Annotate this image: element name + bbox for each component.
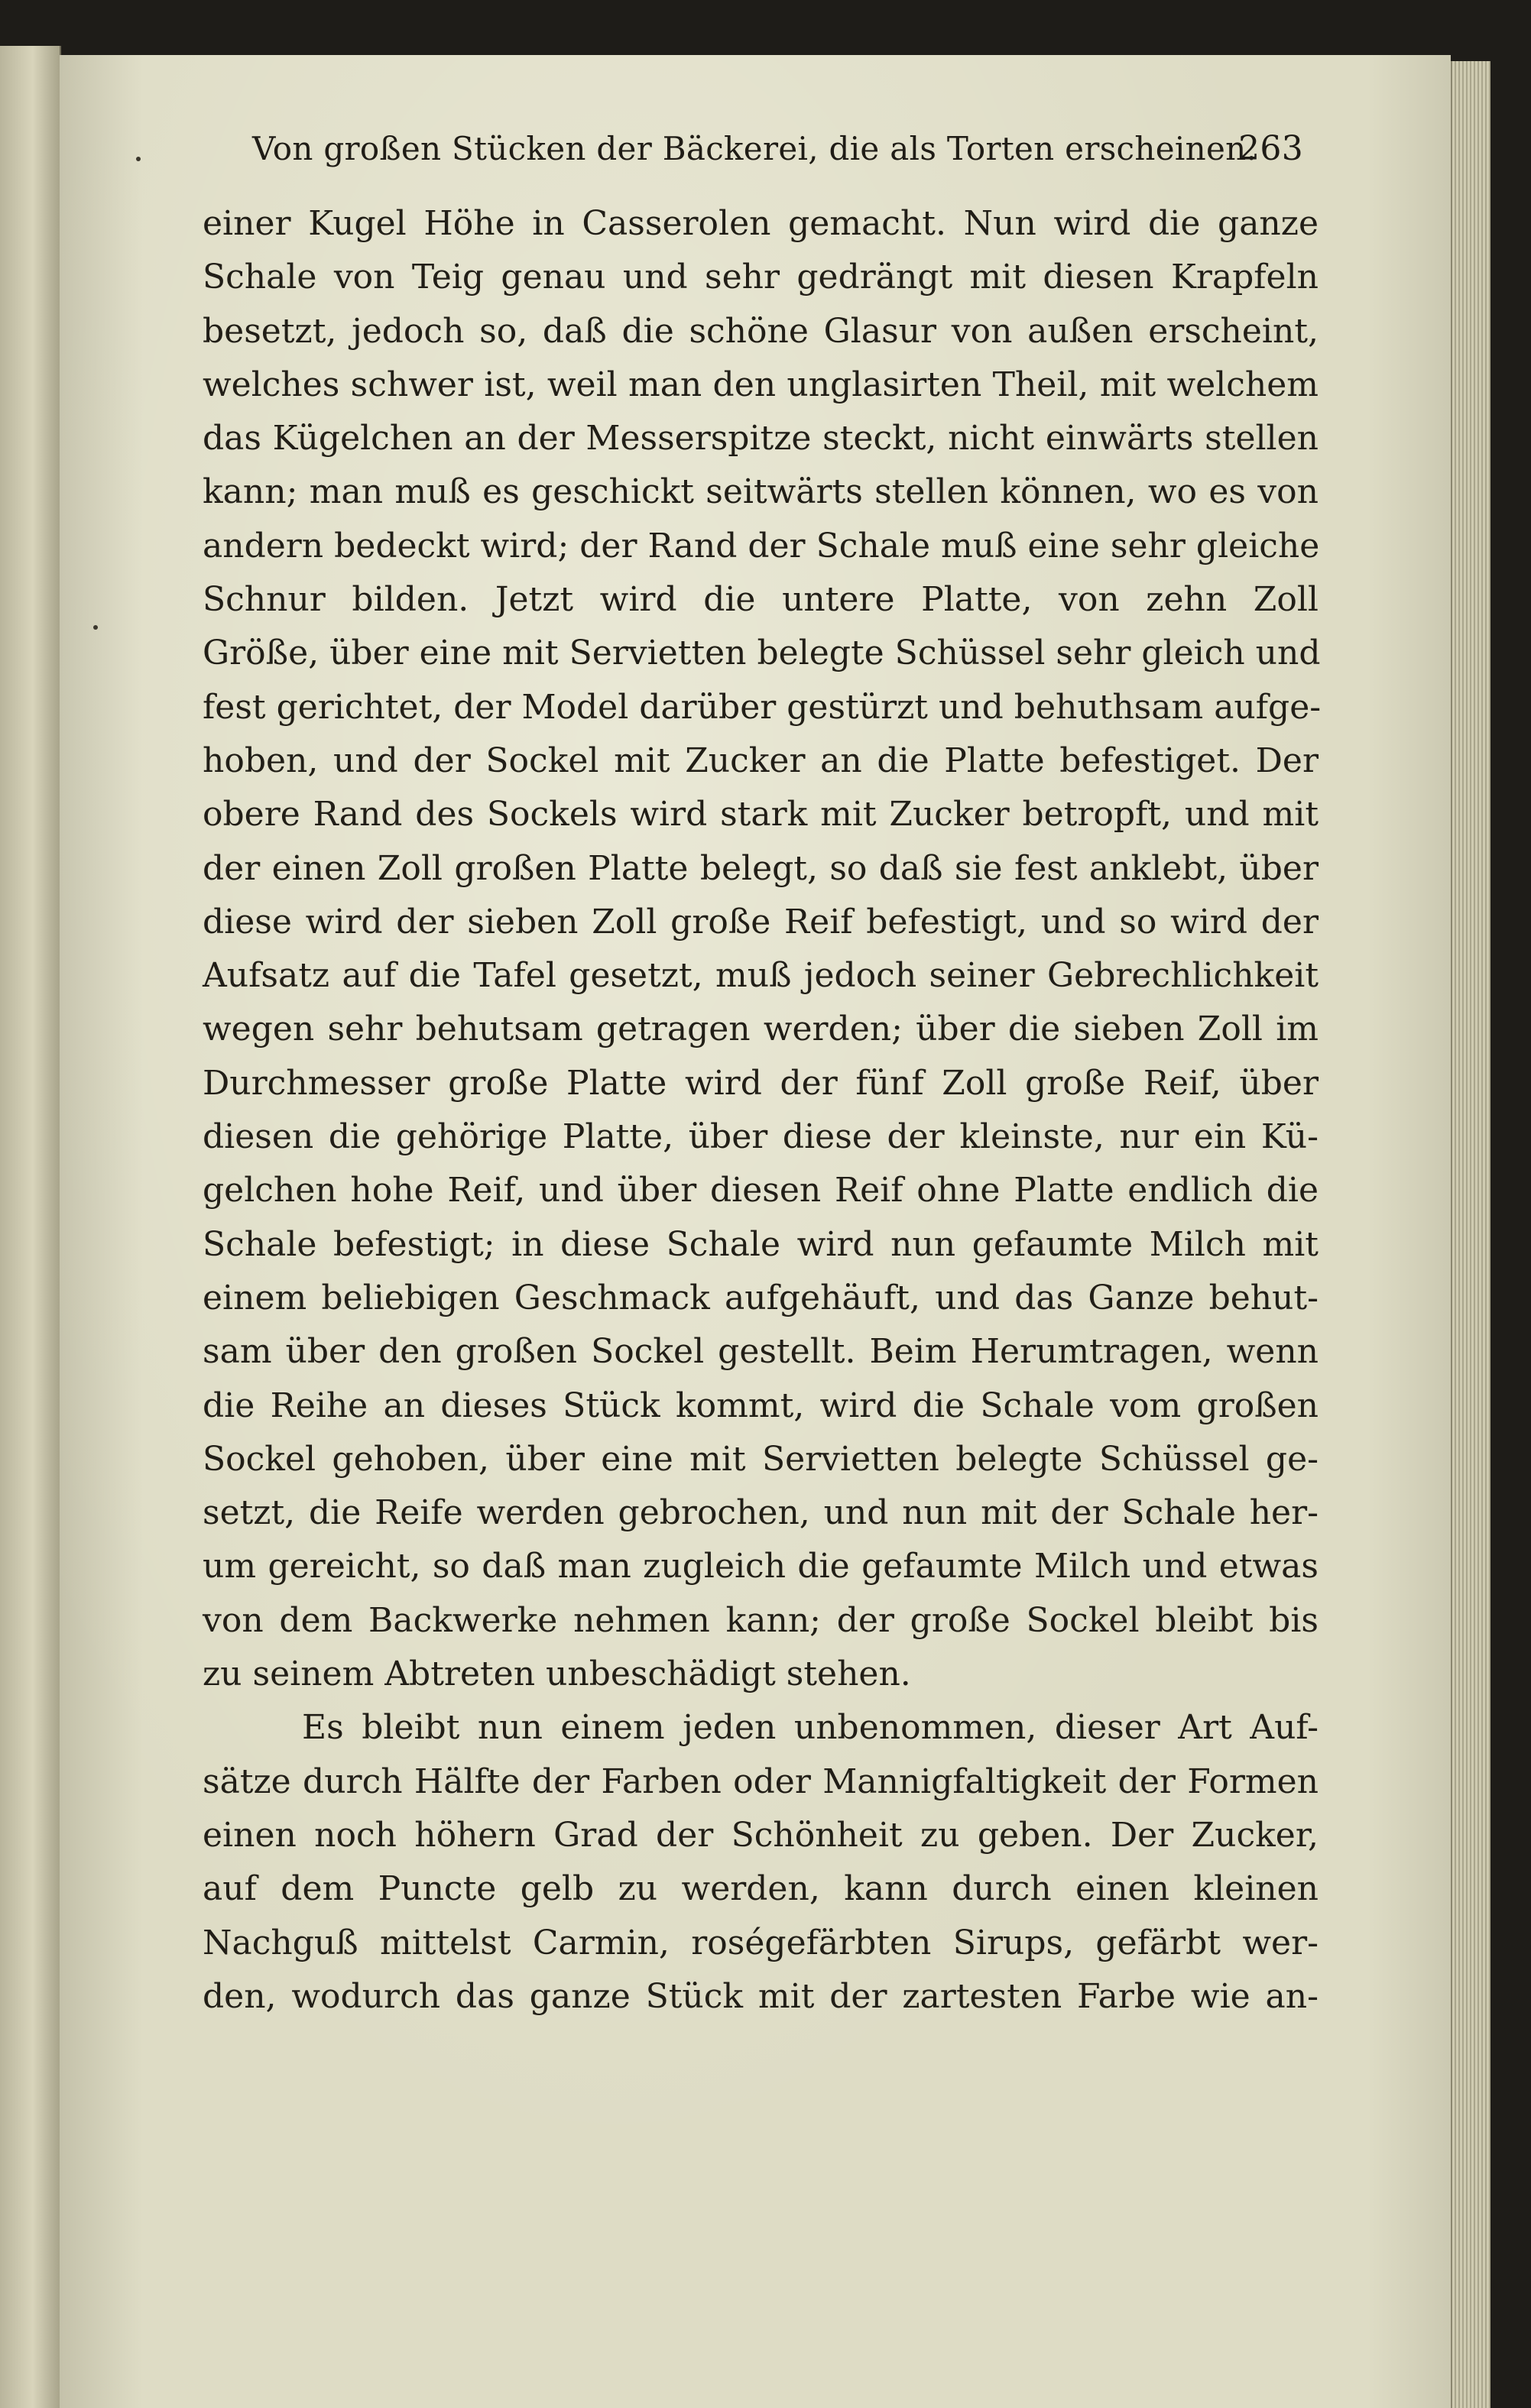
- body-text: [203, 197, 1322, 2024]
- text-line: einer Kugel Höhe in Casserolen gemacht. Nun wird die ganze: [203, 204, 1319, 243]
- stray-mark: [93, 625, 98, 630]
- text-line: diese wird der sieben Zoll große Reif befestigt, und so wird der: [203, 902, 1319, 941]
- text-line: besetzt, jedoch so, daß die schöne Glasur von außen erscheint,: [203, 311, 1319, 351]
- text-line: Schnur bilden. Jetzt wird die untere Platte, von zehn Zoll: [203, 580, 1319, 620]
- text-line: Durchmesser große Platte wird der fünf Zoll große Reif, über: [203, 1063, 1319, 1103]
- page-stack-edge: [1451, 61, 1490, 2408]
- text-line: welches schwer ist, weil man den unglasirten Theil, mit welchem: [203, 365, 1319, 404]
- text-line: Größe, über eine mit Servietten belegte Schüssel sehr gleich und: [203, 634, 1321, 673]
- left-page-edge: [0, 46, 61, 2408]
- text-line: von dem Backwerke nehmen kann; der große Sockel bleibt bis: [203, 1600, 1319, 1640]
- text-line: sätze durch Hälfte der Farben oder Mannigfaltigkeit der Formen: [203, 1761, 1319, 1801]
- text-line: obere Rand des Sockels wird stark mit Zucker betropft, und mit: [203, 795, 1319, 835]
- text-line: um gereicht, so daß man zugleich die gefaumte Milch und etwas: [203, 1547, 1319, 1586]
- text-line: Es bleibt nun einem jeden unbenommen, dieser Art Auf-: [302, 1708, 1319, 1748]
- stray-mark: [136, 157, 141, 161]
- text-line: zu seinem Abtreten unbeschädigt stehen.: [203, 1654, 911, 1694]
- text-line: gelchen hohe Reif, und über diesen Reif ohne Platte endlich die: [203, 1171, 1319, 1210]
- text-line: die Reihe an dieses Stück kommt, wird die Schale vom großen: [203, 1385, 1319, 1425]
- text-line: Schale von Teig genau und sehr gedrängt mit diesen Krapfeln: [203, 258, 1319, 297]
- running-head: [252, 126, 1303, 172]
- page-number: 263: [1238, 129, 1303, 168]
- text-line: Sockel gehoben, über eine mit Servietten belegte Schüssel ge-: [203, 1439, 1319, 1479]
- text-line: das Kügelchen an der Messerspitze steckt, nicht einwärts stellen: [203, 419, 1319, 459]
- text-line: einen noch höhern Grad der Schönheit zu geben. Der Zucker,: [203, 1815, 1319, 1855]
- running-title: Von großen Stücken der Bäckerei, die als Torten erscheinen.: [252, 130, 1257, 167]
- text-line: setzt, die Reife werden gebrochen, und nun mit der Schale her-: [203, 1493, 1319, 1533]
- text-line: fest gerichtet, der Model darüber gestürzt und behuthsam aufge-: [203, 687, 1322, 727]
- text-line: hoben, und der Sockel mit Zucker an die Platte befestiget. Der: [203, 741, 1319, 780]
- text-line: auf dem Puncte gelb zu werden, kann durch einen kleinen: [203, 1869, 1319, 1909]
- text-line: der einen Zoll großen Platte belegt, so daß sie fest anklebt, über: [203, 848, 1319, 888]
- text-line: einem beliebigen Geschmack aufgehäuft, und das Ganze behut-: [203, 1278, 1319, 1317]
- text-line: sam über den großen Sockel gestellt. Beim Herumtragen, wenn: [203, 1332, 1319, 1372]
- text-line: diesen die gehörige Platte, über diese der kleinste, nur ein Kü-: [203, 1117, 1319, 1157]
- text-line: wegen sehr behutsam getragen werden; über die sieben Zoll im: [203, 1010, 1319, 1049]
- text-line: andern bedeckt wird; der Rand der Schale muß eine sehr gleiche: [203, 526, 1320, 566]
- text-line: kann; man muß es geschickt seitwärts stellen können, wo es von: [203, 472, 1319, 512]
- text-line: Aufsatz auf die Tafel gesetzt, muß jedoch seiner Gebrechlichkeit: [203, 956, 1319, 996]
- text-line: Nachguß mittelst Carmin, roségefärbten Sirups, gefärbt wer-: [203, 1923, 1319, 1962]
- text-line: den, wodurch das ganze Stück mit der zartesten Farbe wie an-: [203, 1976, 1319, 2016]
- text-line: Schale befestigt; in diese Schale wird nun gefaumte Milch mit: [203, 1224, 1319, 1264]
